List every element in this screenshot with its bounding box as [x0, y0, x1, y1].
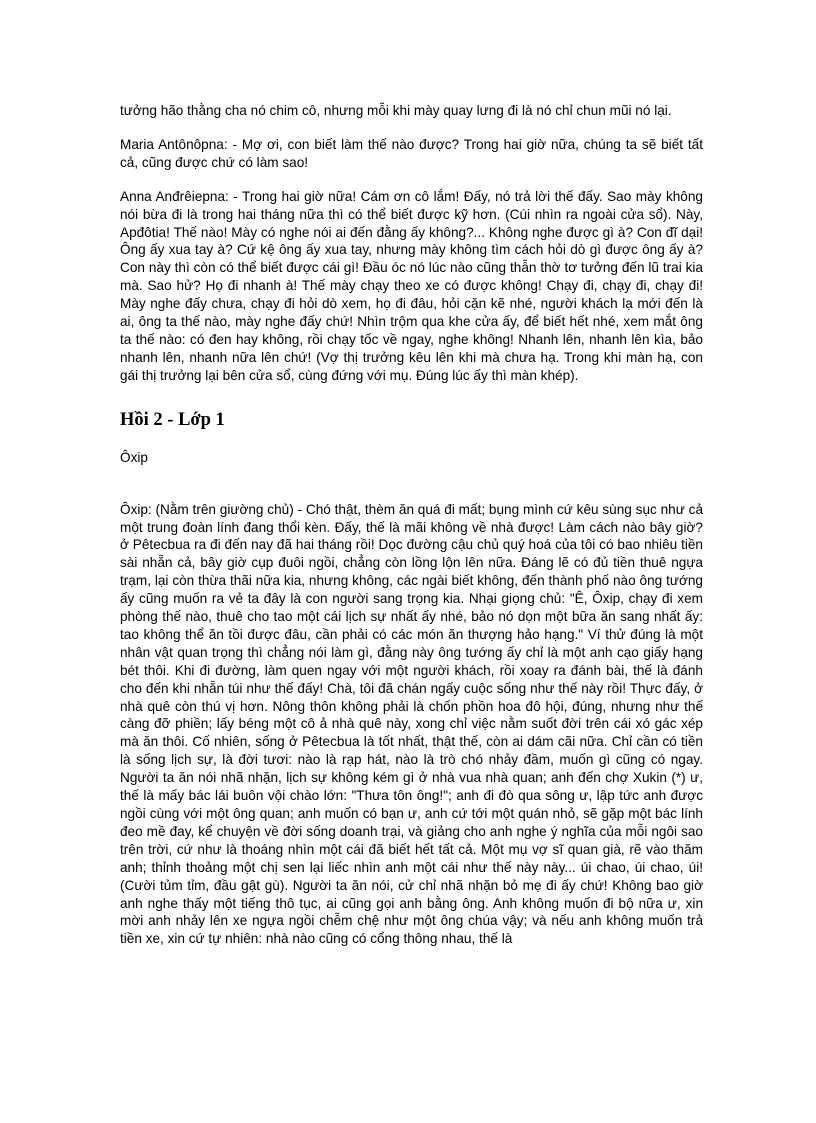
paragraph-maria: Maria Antônôpna: - Mợ ơi, con biết làm thế nào được? Trong hai giờ nữa, chúng ta sẽ biết tất cả, cũng được chứ có làm sao!: [120, 136, 703, 170]
paragraph-continuation: tưởng hão thằng cha nó chim cô, nhưng mỗi khi mày quay lưng đi là nó chỉ chun mũi nó lại.: [120, 103, 672, 118]
document-page: [120, 102, 703, 948]
paragraph-anna: Anna Anđrêiepna: - Trong hai giờ nữa! Cám ơn cô lắm! Đấy, nó trả lời thế đấy. Sao mày không nói bừa đi là trong hai tháng nữa thì có thể biết được kỹ hơn. (Cúi nhìn ra ngoài cửa sổ). Này, Apđôtia! Thế nào! Mày có nghe nói ai đến đằng ấy không?... Không nghe được gì à? Con đĩ dại! Ông ấy xua tay à? Cứ kệ ông ấy xua tay, nhưng mày không tìm cách hỏi dò gì được ông ấy à? Con này thì còn có thể biết được cái gì! Đầu óc nó lúc nào cũng thẫn thờ tơ tưởng đến lũ trai kia mà. Sao hử? Họ đi nhanh à! Thế mày chạy theo xe có được không! Chạy đi, chạy đi, chạy đi! Mày nghe đấy chưa, chạy đi hỏi dò xem, họ đi đâu, hỏi cặn kẽ nhé, người khách lạ mới đến là ai, ông ta thế nào, mày nghe đấy chứ! Nhìn trộm qua khe cửa ấy, để biết hết nhé, xem mắt ông ta thế nào: có đen hay không, rồi chạy tốc về ngay, nghe không! Nhanh lên, nhanh lên kìa, bảo nhanh lên, nhanh nữa lên chứ! (Vợ thị trưởng kêu lên khi mà chưa hạ. Trong khi màn hạ, con gái thị trưởng lại bên cửa sổ, cùng đứng với mụ. Đúng lúc ấy thì màn khép).: [120, 188, 703, 383]
speaker-name: Ôxip: [120, 449, 148, 465]
paragraph-oxip: Ôxip: (Nằm trên giường chủ) - Chó thật, thèm ăn quá đi mất; bụng mình cứ kêu sùng sục như cả một trung đoàn lính đang thổi kèn. Đấy, thế là mãi không về nhà được! Làm cách nào bây giờ? ở Pêtecbua ra đi đến nay đã hai tháng rồi! Dọc đường cậu chủ quý hoá của tôi có bao nhiêu tiền sài nhẵn cả, bây giờ cụp đuôi ngồi, chẳng còn lồng lộn lên nữa. Đáng lẽ có đủ tiền thuê ngựa trạm, lại còn thừa thãi nữa kia, nhưng không, các ngài biết không, đến thành phố nào ông tướng ấy cũng muốn ra vẻ ta đây là con người sang trọng kia. Nhại giọng chủ: "Ê, Ôxip, chạy đi xem phòng thế nào, thuê cho tao một cái lịch sự nhất ấy nhé, bảo nó dọn một bữa ăn sang nhất ấy: tao không thể ăn tồi được đâu, cần phải có các món ăn thượng hảo hạng." Ví thử đúng là một nhân vật quan trọng thì chẳng nói làm gì, đằng này ông tướng ấy chỉ là một anh cạo giấy hạng bét thôi. Khi đi đường, làm quen ngay với một người khách, rồi xoay ra đánh bài, thế là đánh cho đến khi nhẵn túi như thế đấy! Chà, tôi đã chán ngấy cuộc sống như thế này rồi! Thực đấy, ở nhà quê còn thú vị hơn. Nông thôn không phải là chốn phồn hoa đô hội, đúng, nhưng như thế càng đỡ phiền; lấy béng một cô ả nhà quê này, xong chỉ việc nằm suốt đời trên cái xó gác xép mà ăn thôi. Cố nhiên, sống ở Pêtecbua là tốt nhất, thật thế, còn ai dám cãi nữa. Chỉ cần có tiền là sống lịch sự, là đời tươi: nào là rạp hát, nào là trò chó nhảy đầm, muốn gì cũng có ngay. Người ta ăn nói nhã nhặn, lịch sự không kém gì ở nhà vua nhà quan; anh đến chợ Xukin (*) ư, thế là mấy bác lái buôn vội chào lớn: "Thưa tôn ông!"; anh đi đò qua sông ư, lập tức anh được ngồi cùng với một ông quan; anh muốn có bạn ư, anh cứ tới một quán nhỏ, sẽ gặp một bác lính đeo mề đay, kể chuyện về đời sống doanh trại, và giảng cho anh nghe ý nghĩa của mỗi ngôi sao trên trời, cứ như là thoáng nhìn một cái đã biết hết tất cả. Một mụ vợ sĩ quan già, rẽ vào thăm anh; thỉnh thoảng một chị sen lại liếc nhìn anh một cái như thế này này... úi chao, úi chao, úi! (Cười tủm tỉm, đầu gật gù). Người ta ăn nói, cử chỉ nhã nhặn bỏ mẹ đi ấy chứ! Không bao giờ anh nghe thấy một tiếng thô tục, ai cũng gọi anh bằng ông. Anh không muốn đi bộ nữa ư, xin mời anh nhảy lên xe ngựa ngồi chễm chệ như một ông chúa vậy; và nếu anh không muốn trả tiền xe, xin cứ tự nhiên: nhà nào cũng có cổng thông nhau, thế là: [120, 501, 703, 947]
section-heading: Hồi 2 - Lớp 1: [120, 409, 225, 430]
